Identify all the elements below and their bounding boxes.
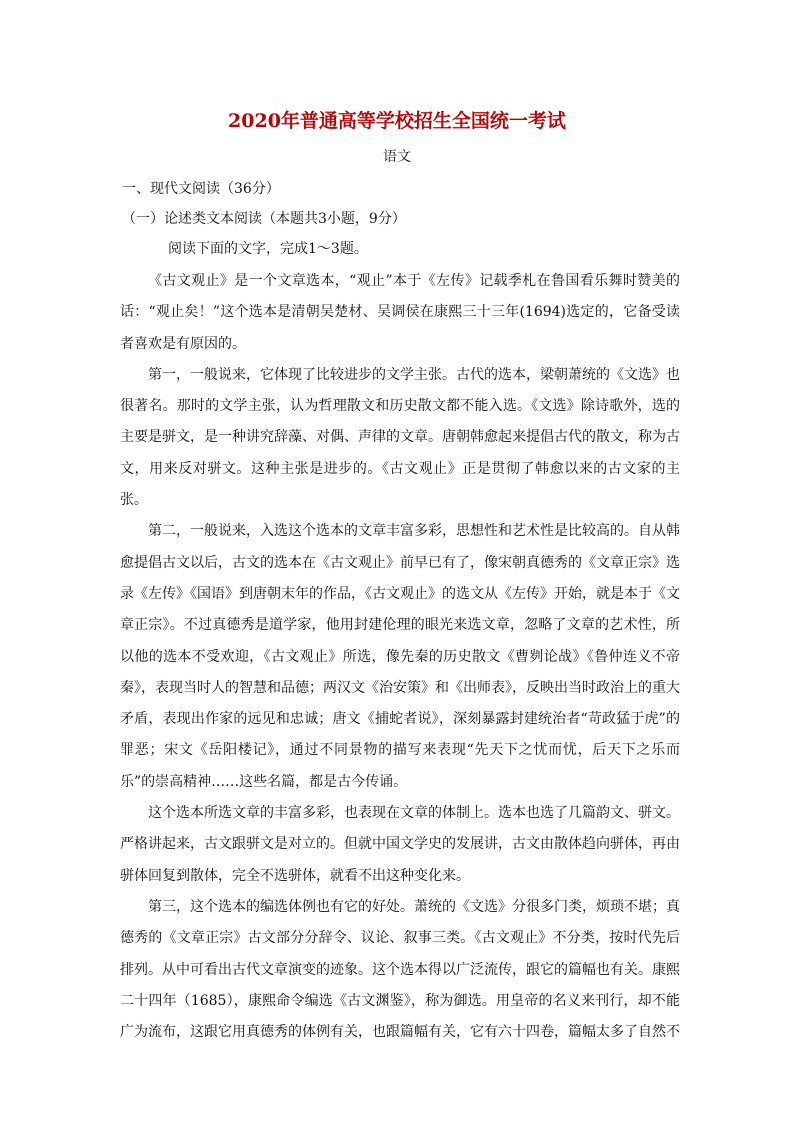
reading-instruction: 阅读下面的文字，完成1～3题。 xyxy=(168,241,368,257)
exam-title: 2020年普通高等学校招生全国统一考试 xyxy=(228,110,566,132)
passage-paragraph: 《古文观止》是一个文章选本，“观止”本于《左传》记载季札在鲁国看乐舞时赞美的话：“观止矣！”这个选本是清朝吴楚材、吴调侯在康熙三十三年(1694)选定的，它备受读者喜欢是有原因的。 xyxy=(120,273,680,352)
passage-paragraph: 第三，这个选本的编选体例也有它的好处。萧统的《文选》分很多门类，烦琐不堪；真德秀的《文章正宗》古文部分分辞令、议论、叙事三类。《古文观止》不分类，按时代先后排列。从中可看出古代文章演变的迹象。这个选本得以广泛流传，跟它的篇幅也有关。康熙二十四年（1685），康熙命令编选《古文渊鉴》，称为御选。用皇帝的名义来刊行，却不能广为流布，这跟它用真德秀的体例有关，也跟篇幅有关，它有六十四卷，篇幅太多了自然不 xyxy=(120,898,680,1041)
passage-paragraph: 第二，一般说来，入选这个选本的文章丰富多彩，思想性和艺术性是比较高的。自从韩愈提倡古文以后，古文的选本在《古文观止》前早已有了，像宋朝真德秀的《文章正宗》选录《左传》《国语》到唐朝末年的作品，《古文观止》的选文从《左传》开始，就是本于《文章正宗》。不过真德秀是道学家，他用封建伦理的眼光来选文章，忽略了文章的艺术性，所以他的选本不受欢迎，《古文观止》所选，像先秦的历史散文《曹刿论战》《鲁仲连义不帝秦》，表现当时人的智慧和品德；两汉文《治安策》和《出师表》，反映出当时政治上的重大矛盾，表现出作家的远见和忠诚；唐文《捕蛇者说》，深刻暴露封建统治者“苛政猛于虎”的罪恶；宋文《岳阳楼记》，通过不同景物的描写来表现“先天下之忧而忧，后天下之乐而乐”的崇高精神……这些名篇，都是古今传诵。 xyxy=(120,523,680,790)
passage-paragraph: 这个选本所选文章的丰富多彩，也表现在文章的体制上。选本也选了几篇韵文、骈文。严格讲起来，古文跟骈文是对立的。但就中国文学史的发展讲，古文由散体趋向骈体，再由骈体回复到散体，完全不选骈体，就看不出这种变化来。 xyxy=(120,805,680,884)
section-heading: 一、现代文阅读（36分） xyxy=(122,181,280,197)
subsection-heading: （一）论述类文本阅读（本题共3小题，9分） xyxy=(122,211,406,227)
passage-paragraph: 第一，一般说来，它体现了比较进步的文学主张。古代的选本，梁朝萧统的《文选》也很著名。那时的文学主张，认为哲理散文和历史散文都不能入选。《文选》除诗歌外，选的主要是骈文，是一种讲究辞藻、对偶、声律的文章。唐朝韩愈起来提倡古代的散文，称为古文，用来反对骈文。这种主张是进步的。《古文观止》正是贯彻了韩愈以来的古文家的主张。 xyxy=(120,366,680,509)
passage-body xyxy=(120,266,680,1048)
subject-label: 语文 xyxy=(383,149,411,165)
